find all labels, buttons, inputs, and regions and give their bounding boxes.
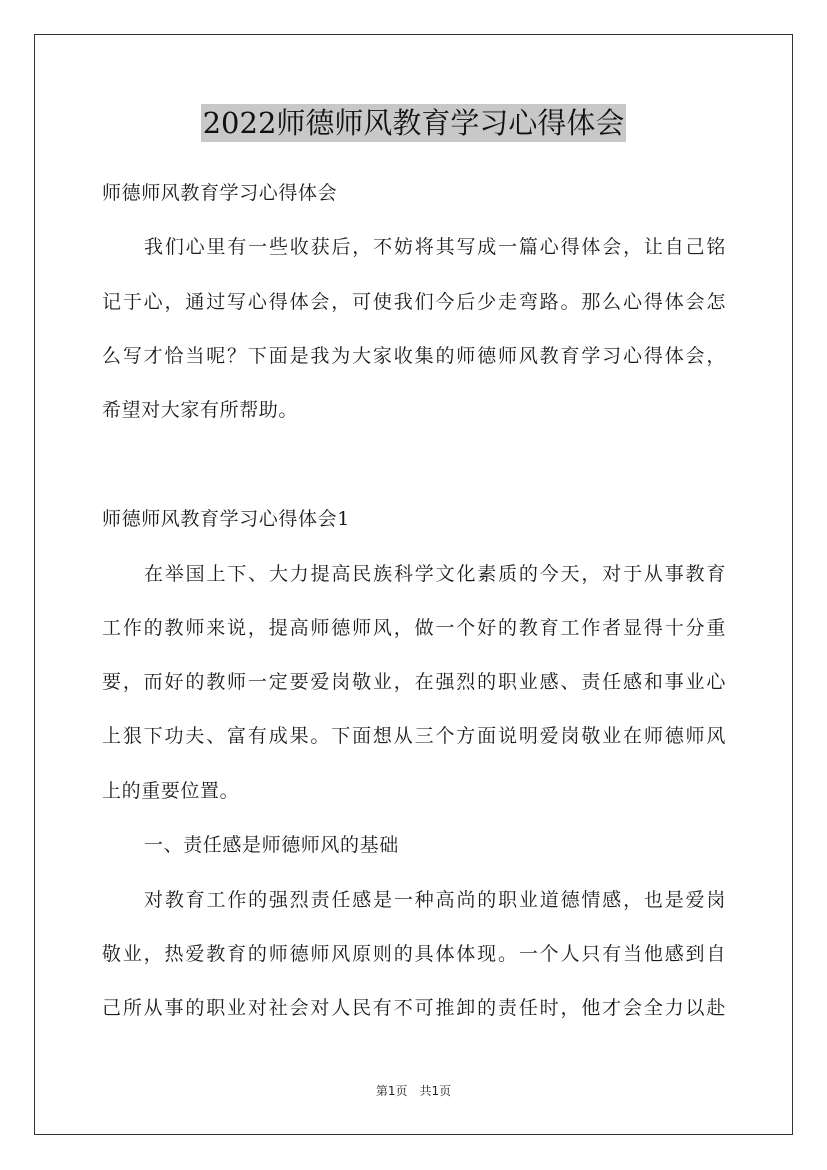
point-line-2: 敬业，热爱教育的师德师风原则的具体体现。一个人只有当他感到自 xyxy=(102,943,726,965)
title-container xyxy=(0,104,827,142)
section-line-5: 上的重要位置。 xyxy=(102,780,240,802)
section-line-1: 在举国上下、大力提高民族科学文化素质的今天，对于从事教育 xyxy=(144,563,726,585)
section-line-2: 工作的教师来说，提高师德师风，做一个好的教育工作者显得十分重 xyxy=(102,617,726,639)
point-heading: 一、责任感是师德师风的基础 xyxy=(144,834,399,856)
intro-line-1: 我们心里有一些收获后，不妨将其写成一篇心得体会，让自己铭 xyxy=(144,236,726,258)
page-number: 第1页 xyxy=(375,1084,408,1098)
point-line-1: 对教育工作的强烈责任感是一种高尚的职业道德情感，也是爱岗 xyxy=(144,889,726,911)
page-total: 共1页 xyxy=(419,1084,452,1098)
intro-line-3: 么写才恰当呢？下面是我为大家收集的师德师风教育学习心得体会， xyxy=(102,345,726,367)
point-line-3: 己所从事的职业对社会对人民有不可推卸的责任时，他才会全力以赴 xyxy=(102,997,726,1019)
intro-line-4: 希望对大家有所帮助。 xyxy=(102,399,299,421)
document-subtitle: 师德师风教育学习心得体会 xyxy=(102,182,338,204)
section-heading: 师德师风教育学习心得体会1 xyxy=(102,508,350,530)
document-title: 2022师德师风教育学习心得体会 xyxy=(202,106,625,140)
intro-line-2: 记于心，通过写心得体会，可使我们今后少走弯路。那么心得体会怎 xyxy=(102,291,726,313)
section-line-4: 上狠下功夫、富有成果。下面想从三个方面说明爱岗敬业在师德师风 xyxy=(102,725,726,747)
page-footer xyxy=(0,1083,827,1099)
section-line-3: 要，而好的教师一定要爱岗敬业，在强烈的职业感、责任感和事业心 xyxy=(102,671,726,693)
